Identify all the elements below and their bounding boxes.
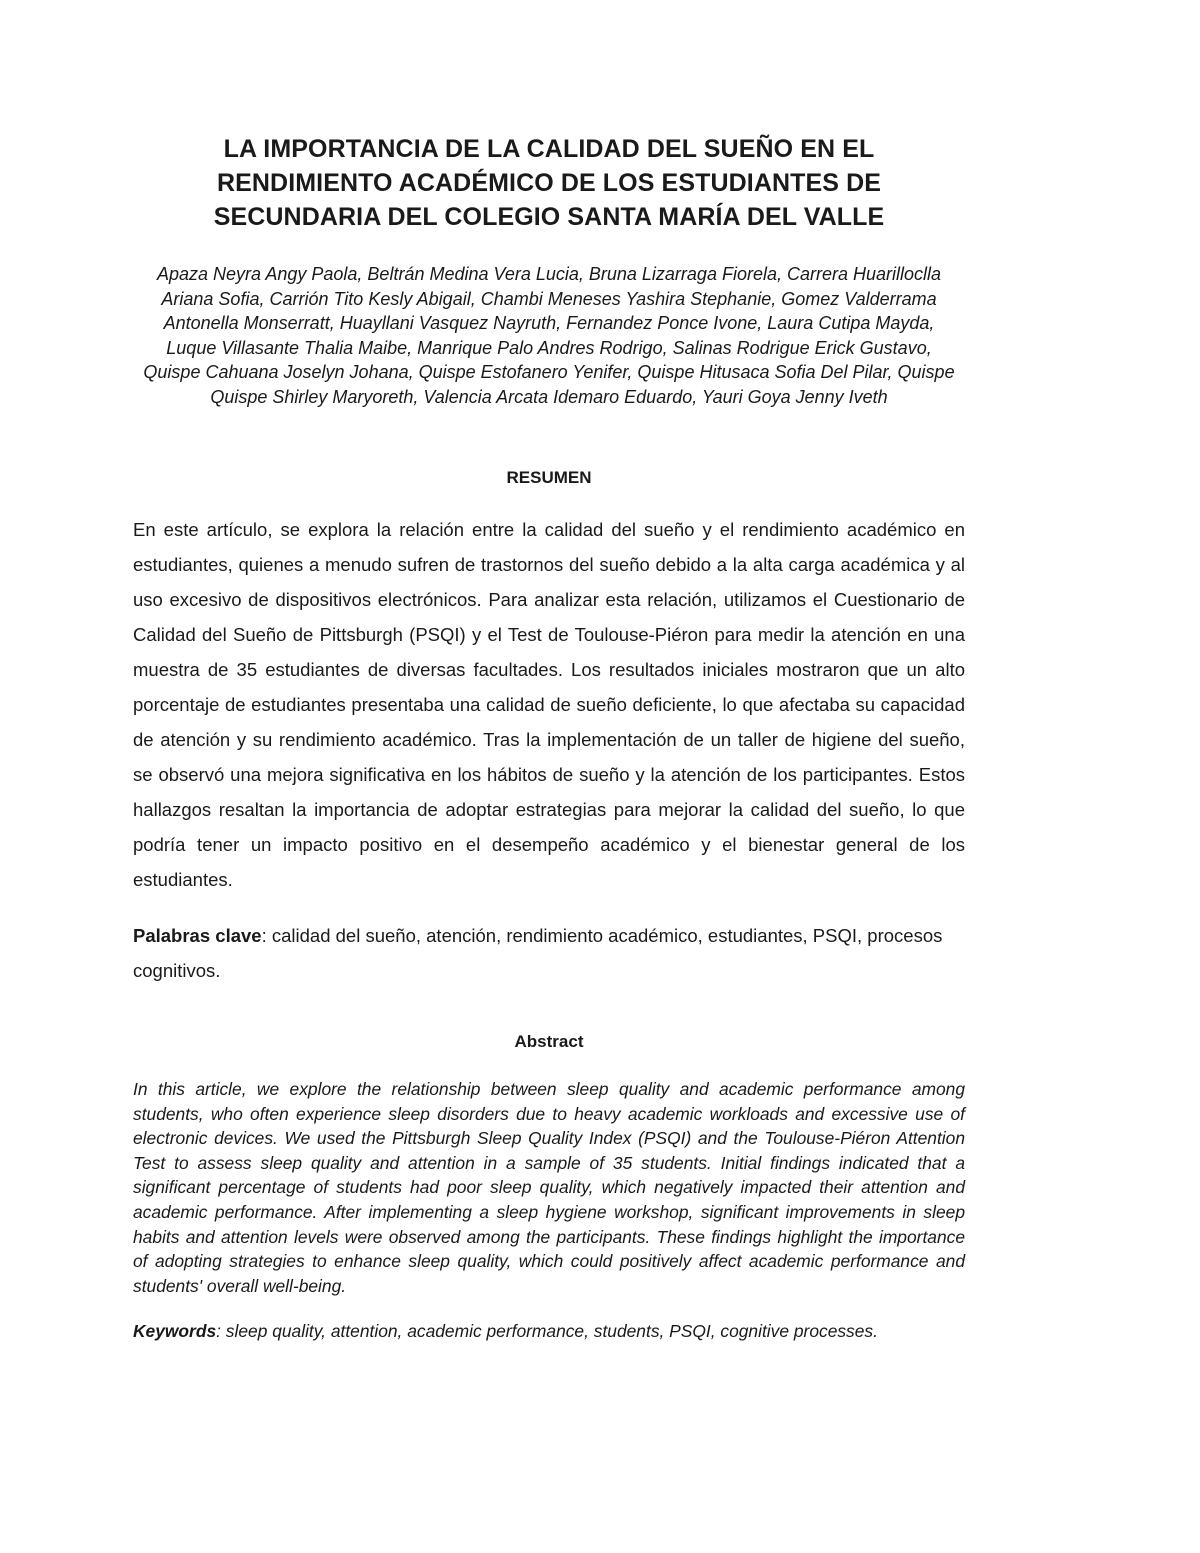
keywords xyxy=(133,1319,965,1344)
abstract-heading: Abstract xyxy=(514,1032,584,1051)
title-line: RENDIMIENTO ACADÉMICO DE LOS ESTUDIANTES DE xyxy=(216,169,882,197)
author-list xyxy=(133,262,965,409)
keywords-text: : sleep quality, attention, academic performance, students, PSQI, cognitive processes. xyxy=(216,1321,878,1342)
palabras-clave xyxy=(133,918,965,988)
palabras-clave-text: : calidad del sueño, atención, rendimiento académico, estudiantes, PSQI, procesos cognitivos. xyxy=(133,925,943,981)
author-line: Apaza Neyra Angy Paola, Beltrán Medina Vera Lucia, Bruna Lizarraga Fiorela, Carrera Huarilloclla xyxy=(156,264,942,284)
author-line: Antonella Monserratt, Huayllani Vasquez Nayruth, Fernandez Ponce Ivone, Laura Cutipa Mayda, xyxy=(163,313,935,333)
paper-title xyxy=(133,132,965,234)
author-line: Ariana Sofia, Carrión Tito Kesly Abigail, Chambi Meneses Yashira Stephanie, Gomez Valderrama xyxy=(161,288,937,309)
palabras-clave-label: Palabras clave xyxy=(133,925,262,946)
title-line: SECUNDARIA DEL COLEGIO SANTA MARÍA DEL VALLE xyxy=(213,203,885,231)
resumen-heading: RESUMEN xyxy=(506,468,592,487)
author-line: Quispe Shirley Maryoreth, Valencia Arcata Idemaro Eduardo, Yauri Goya Jenny Iveth xyxy=(210,386,888,407)
paper-page xyxy=(133,132,965,1344)
abstract-paragraph: In this article, we explore the relationship between sleep quality and academic performance among students, who often experience sleep disorders due to heavy academic workloads and excessive use of electronic devices. We used the Pittsburgh Sleep Quality Index (PSQI) and the Toulouse-Piéron Attention Test to assess sleep quality and attention in a sample of 35 students. Initial findings indicated that a significant percentage of students had poor sleep quality, which negatively impacted their attention and academic performance. After implementing a sleep hygiene workshop, significant improvements in sleep habits and attention levels were observed among the participants. These findings highlight the importance of adopting strategies to enhance sleep quality, which could positively affect academic performance and students' overall well-being. xyxy=(133,1079,965,1296)
author-line: Quispe Cahuana Joselyn Johana, Quispe Estofanero Yenifer, Quispe Hitusaca Sofia Del Pilar, Quispe xyxy=(143,362,955,382)
keywords-label: Keywords xyxy=(133,1321,217,1342)
author-line: Luque Villasante Thalia Maibe, Manrique Palo Andres Rodrigo, Salinas Rodrigue Erick Gustavo, xyxy=(166,337,932,358)
resumen-paragraph: En este artículo, se explora la relación entre la calidad del sueño y el rendimiento académico en estudiantes, quienes a menudo sufren de trastornos del sueño debido a la alta carga académica y al uso excesivo de dispositivos electrónicos. Para analizar esta relación, utilizamos el Cuestionario de Calidad del Sueño de Pittsburgh (PSQI) y el Test de Toulouse-Piéron para medir la atención en una muestra de 35 estudiantes de diversas facultades. Los resultados iniciales mostraron que un alto porcentaje de estudiantes presentaba una calidad de sueño deficiente, lo que afectaba su capacidad de atención y su rendimiento académico. Tras la implementación de un taller de higiene del sueño, se observó una mejora significativa en los hábitos de sueño y la atención de los participantes. Estos hallazgos resaltan la importancia de adoptar estrategias para mejorar la calidad del sueño, lo que podría tener un impacto positivo en el desempeño académico y el bienestar general de los estudiantes. xyxy=(133,519,965,890)
title-line: LA IMPORTANCIA DE LA CALIDAD DEL SUEÑO EN EL xyxy=(223,135,875,163)
